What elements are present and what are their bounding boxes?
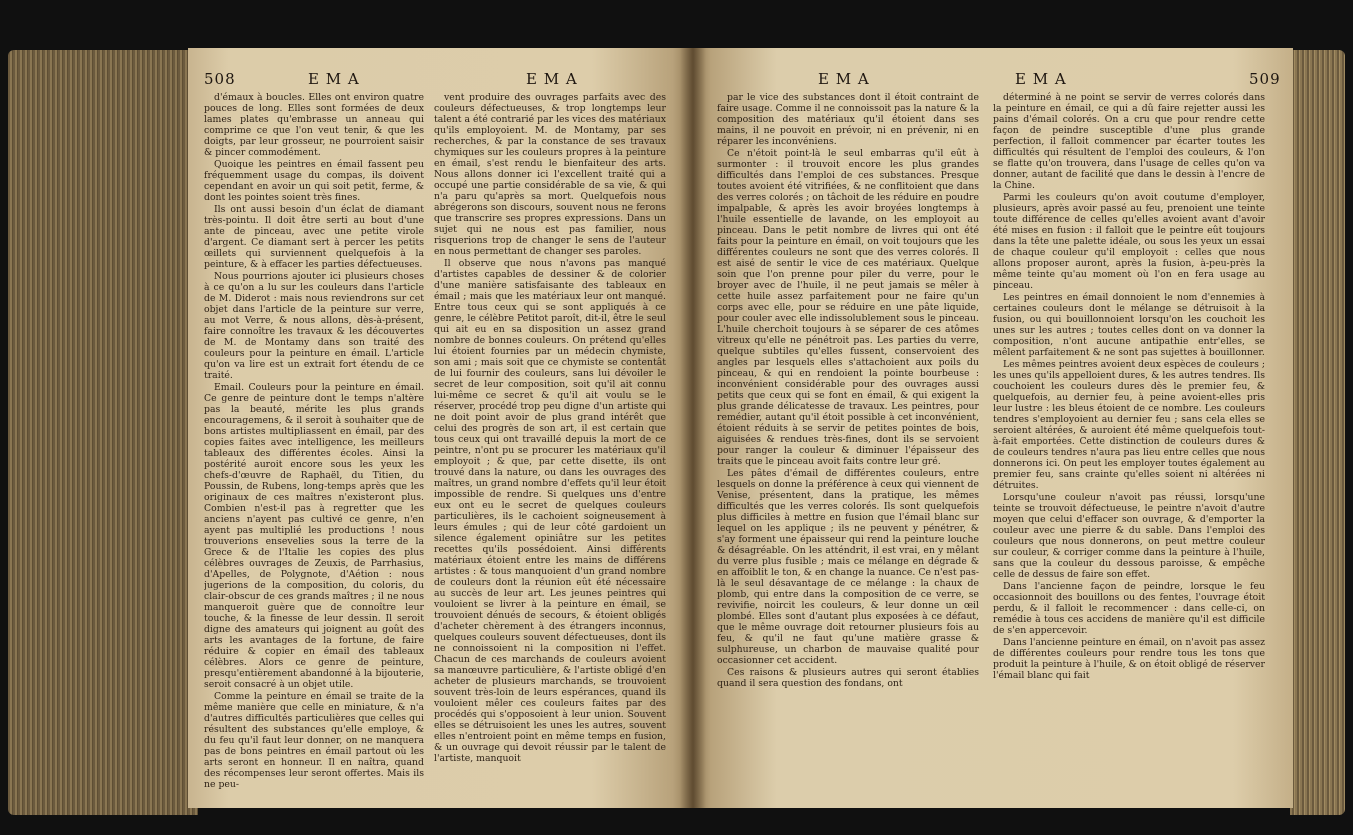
paragraph: par le vice des substances dont il étoit contraint de faire usage. Comme il ne connoissoit pas la nature & la composition des matériaux qu'il étoient dans ses mains, il ne pouvoit en prévoir, ni en prévenir, ni en réparer les inconvéniens.: [717, 92, 979, 147]
right-page-edges: [1290, 50, 1345, 815]
paragraph: Quoique les peintres en émail fassent peu fréquemment usage du compas, ils doivent cependant en avoir un qui soit petit, ferme, & dont les pointes soient très fines.: [204, 159, 424, 203]
paragraph: Lorsqu'une couleur n'avoit pas réussi, lorsqu'une teinte se trouvoit défectueuse, le peintre n'avoit d'autre moyen que celui d'effacer son ouvrage, & d'emporter la couleur avec une pierre & du sable. Dans l'emploi des couleurs que nous donnerons, on peut mettre couleur sur couleur, & corriger comme dans la peinture à l'huile, sans que la couleur du dessous paroisse, & empêche celle de dessus de faire son effet.: [993, 492, 1265, 580]
text-column: [434, 92, 666, 800]
paragraph: Nous pourrions ajouter ici plusieurs choses à ce qu'on a lu sur les couleurs dans l'article de M. Diderot : mais nous reviendrons sur cet objet dans l'article de la peinture sur verre, au mot Verre, & nous allons, dès-à-présent, faire connoître les travaux & les découvertes de M. de Montamy dans son traité des couleurs pour la peinture en émail. L'article qu'on va lire est un extrait fort étendu de ce traité.: [204, 271, 424, 381]
paragraph: déterminé à ne point se servir de verres colorés dans la peinture en émail, ce qui a dû faire rejetter aussi les pains d'émail colorés. On a cru que pour rendre cette façon de peindre susceptible d'une plus grande perfection, il falloit commencer par écarter toutes les difficultés qui résultent de l'emploi des couleurs, & l'on se flatte qu'on trouvera, dans l'usage de celles qu'on va donner, autant de facilité que dans le dessin à l'encre de la Chine.: [993, 92, 1265, 191]
paragraph: Email. Couleurs pour la peinture en émail. Ce genre de peinture dont le temps n'altère pas la beauté, mérite les plus grands encouragemens, & il seroit à souhaiter que de bons artistes multipliassent en émail, par des copies faites avec intelligence, les meilleurs tableaux des différentes écoles. Ainsi la postérité auroit encore sous les yeux les chefs-d'œuvre de Raphaël, du Titien, du Poussin, de Rubens, long-temps après que les originaux de ces maîtres n'existeront plus. Combien n'est-il pas à regretter que les anciens n'ayent pas cultivé ce genre, n'en ayent pas multiplié les productions ! nous trouverions ensevelies sous la terre de la Grece & de l'Italie les copies des plus célèbres ouvrages de Zeuxis, de Parrhasius, d'Apelles, de Polygnote, d'Aétion : nous jugerions de la composition, du coloris, du clair-obscur de ces grands maîtres ; il ne nous manqueroit guère que de connoître leur touche, & la finesse de leur dessin. Il seroit digne des amateurs qui joignent au goût des arts les avantages de la fortune, de faire réduire & copier en émail des tableaux célèbres. Alors ce genre de peinture, presqu'entièrement abandonné à la bijouterie, seroit consacré à un objet utile.: [204, 382, 424, 690]
left-page: [188, 48, 693, 808]
paragraph: d'émaux à boucles. Elles ont environ quatre pouces de long. Elles sont formées de deux lames plates qu'embrasse un anneau qui comprime ce que l'on veut tenir, & que les doigts, par leur grosseur, ne pourroient saisir & pincer commodément.: [204, 92, 424, 158]
page-number: 509: [1249, 70, 1281, 88]
text-column: [717, 92, 979, 800]
paragraph: Dans l'ancienne peinture en émail, on n'avoit pas assez de différentes couleurs pour rendre tous les tons que produit la peinture à l'huile, & on étoit obligé de réserver l'émail blanc qui fait: [993, 637, 1265, 681]
left-page-edges: [8, 50, 198, 815]
running-head: E M A: [818, 70, 870, 88]
paragraph: Comme la peinture en émail se traite de la même manière que celle en miniature, & n'a d'autres difficultés particulières que celles qui résultent des substances qu'elle employe, & du feu qu'il faut leur donner, on ne manquera pas de bons peintres en émail partout où les arts seront en honneur. Il en naîtra, quand des récompenses leur seront offertes. Mais ils ne peu-: [204, 691, 424, 790]
running-head: E M A: [526, 70, 578, 88]
page-number: 508: [204, 70, 236, 88]
paragraph: Parmi les couleurs qu'on avoit coutume d'employer, plusieurs, après avoir passé au feu, prenoient une teinte toute différence de celles qu'elles avoient avant d'avoir été mises en fusion : il falloit que le peintre eût toujours dans la tête une palette idéale, ou sous les yeux un essai de chaque couleur qu'il employoit : celles que nous allons proposer auront, après la fusion, à-peu-près la même teinte qu'au moment où l'on en fera usage au pinceau.: [993, 192, 1265, 291]
text-column: [204, 92, 424, 800]
left-page-header: [188, 70, 693, 92]
open-book: [8, 10, 1345, 825]
paragraph: Ce n'étoit point-là le seul embarras qu'il eût à surmonter : il trouvoit encore les plus grandes difficultés dans l'emploi de ces substances. Presque toutes avoient été vitrifiées, & ne conflitoient que dans des verres colorés ; on tâchoit de les réduire en poudre impalpable, & après les avoir broyées longtemps à l'huile essentielle de lavande, on les employoit au pinceau. Dans le petit nombre de livres qui ont été faits pour la peinture en émail, on voit toujours que les différentes couleurs ne sont que des verres colorés. Il est aisé de sentir le vice de ces matériaux. Quelque soin que l'on prenne pour piler du verre, pour le broyer avec de l'huile, il ne peut jamais se mêler à cette huile assez parfaitement pour ne faire qu'un corps avec elle, pour se réduire en une pâte liquide, pour couler avec elle indissolublement sous le pinceau. L'huile cherchoit toujours à se séparer de ces atômes vitreux qu'elle ne pénétroit pas. Les parties du verre, quelque subtiles qu'elles fussent, conservoient des angles par lesquels elles s'attachoient aux poils du pinceau, & qui en rendoient la pointe bourbeuse : inconvénient considérable pour des ouvrages aussi petits que ceux qui se font en émail, & qui exigent la plus grande délicatesse de travaux. Les peintres, pour remédier, autant qu'il étoit possible à cet inconvénient, étoient réduits à se servir de petites pointes de bois, aiguisées & rendues très-fines, dont ils se servoient pour ranger la couleur & diminuer l'épaisseur des traits que le pinceau avoit faits contre leur gré.: [717, 148, 979, 467]
book-gutter: [680, 48, 706, 808]
paragraph: Il observe que nous n'avons pas manqué d'artistes capables de dessiner & de colorier d'une manière satisfaisante des tableaux en émail ; mais que les matériaux leur ont manqué. Entre tous ceux qui se sont appliqués à ce genre, le célèbre Petitot paroît, dit-il, être le seul qui ait eu en sa disposition un assez grand nombre de bonnes couleurs. On prétend qu'elles lui étoient fournies par un médecin chymiste, son ami ; mais soit que ce chymiste se contentât de lui fournir des couleurs, sans lui dévoiler le secret de leur composition, soit qu'il ait connu lui-même ce secret & qu'il ait voulu se le réserver, procédé trop peu digne d'un artiste qui ne doit point avoir de plus grand intérêt que celui des progrès de son art, il est certain que tous ceux qui ont travaillé depuis la mort de ce peintre, n'ont pu se procurer les matériaux qu'il employoit ; & que, par cette disette, ils ont trouvé dans la nature, ou dans les ouvrages des maîtres, un grand nombre d'effets qu'il leur étoit impossible de rendre. Si quelques uns d'entre eux ont eu le secret de quelques couleurs particulières, ils le cachoient soigneusement à leurs émules ; qui de leur côté gardoient un silence également opiniâtre sur les petites recettes qu'ils possédoient. Ainsi différents matériaux étoient entre les mains de différens artistes : & tous manquoient d'un grand nombre de couleurs dont la réunion eût été nécessaire au succès de leur art. Les jeunes peintres qui vouloient se livrer à la peinture en émail, se trouvoient dénués de secours, & étoient obligés d'acheter chèrement à des étrangers inconnus, quelques couleurs souvent défectueuses, dont ils ne connoissoient ni la composition ni l'effet. Chacun de ces marchands de couleurs avoient sa manœuvre particulière, & l'artiste obligé d'en acheter de plusieurs marchands, se trouvoient souvent très-loin de leurs espérances, quand ils vouloient mêler ces couleurs faites par des procédés qui s'opposoient à leur union. Souvent elles se détruisoient les unes les autres, souvent elles n'entroient point en même temps en fusion, & un ouvrage qui devoit réussir par le talent de l'artiste, manquoit: [434, 258, 666, 764]
paragraph: vent produire des ouvrages parfaits avec des couleurs défectueuses, & trop longtemps leur talent a été contrarié par les vices des matériaux qu'ils employoient. M. de Montamy, par ses recherches, & par la constance de ses travaux chymiques sur les couleurs propres à la peinture en émail, s'est rendu le bienfaiteur des arts. Nous allons donner ici l'excellent traité qui a occupé une partie considérable de sa vie, & qui n'a paru qu'après sa mort. Quelquefois nous abrégerons son discours, souvent nous ne ferons que transcrire ses propres expressions. Dans un sujet qui ne nous est pas familier, nous risquerions trop de changer le sens de l'auteur en nous permettant de changer ses paroles.: [434, 92, 666, 257]
right-page-header: [693, 70, 1293, 92]
paragraph: Ils ont aussi besoin d'un éclat de diamant très-pointu. Il doit être serti au bout d'une ante de pinceau, avec une petite virole d'argent. Ce diamant sert à percer les petits œillets qui surviennent quelquefois à la peinture, & à effacer les parties défectueuses.: [204, 204, 424, 270]
paragraph: Les pâtes d'émail de différentes couleurs, entre lesquels on donne la préférence à ceux qui viennent de Venise, présentent, dans la pratique, les mêmes difficultés que les verres colorés. Ils sont quelquefois plus difficiles à mettre en fusion que l'émail blanc sur lequel on les applique ; ils ne peuvent y pénétrer, & s'ay forment une épaisseur qui rend la peinture louche & désagréable. On les atténdrit, il est vrai, en y mêlant du verre plus fusible ; mais ce mélange en dégrade & en affoiblit le ton, & en change la nuance. Ce n'est pas-là le seul désavantage de ce mélange : la chaux de plomb, qui entre dans la composition de ce verre, se revivifie, noircit les couleurs, & leur donne un œil plombé. Elles sont d'autant plus exposées à ce défaut, que le même ouvrage doit retourner plusieurs fois au feu, & qu'il ne faut qu'une matière grasse & sulphureuse, un charbon de mauvaise qualité pour occasionner cet accident.: [717, 468, 979, 666]
running-head: E M A: [308, 70, 360, 88]
paragraph: Les peintres en émail donnoient le nom d'ennemies à certaines couleurs dont le mélange se détruisoit à la fusion, ou qui bouillonnoient lorsqu'on les couchoit les unes sur les autres ; toutes celles dont on va donner la composition, n'ont aucune antipathie entr'elles, se mêlent parfaitement & ne sont pas sujettes à bouillonner.: [993, 292, 1265, 358]
paragraph: Ces raisons & plusieurs autres qui seront établies quand il sera question des fondans, ont: [717, 667, 979, 689]
paragraph: Dans l'ancienne façon de peindre, lorsque le feu occasionnoit des bouillons ou des fentes, l'ouvrage étoit perdu, & il falloit le recommencer : dans celle-ci, on remédie à tous ces accidens de manière qu'il est difficile de s'en appercevoir.: [993, 581, 1265, 636]
running-head: E M A: [1015, 70, 1067, 88]
text-column: [993, 92, 1265, 800]
right-page: [693, 48, 1293, 808]
paragraph: Les mêmes peintres avoient deux espèces de couleurs ; les unes qu'ils appelloient dures, & les autres tendres. Ils couchoient les couleurs dures dès le premier feu, & quelquefois, au dernier feu, à peine avoient-elles pris leur lustre : les bleus étoient de ce nombre. Les couleurs tendres s'employoient au dernier feu ; sans cela elles se seroient altérées, & auroient été même quelquefois tout-à-fait emportées. Cette distinction de couleurs dures & de couleurs tendres n'aura pas lieu entre celles que nous donnerons ici. On peut les employer toutes également au premier feu, sans crainte qu'elles soient ni altérées ni détruites.: [993, 359, 1265, 491]
